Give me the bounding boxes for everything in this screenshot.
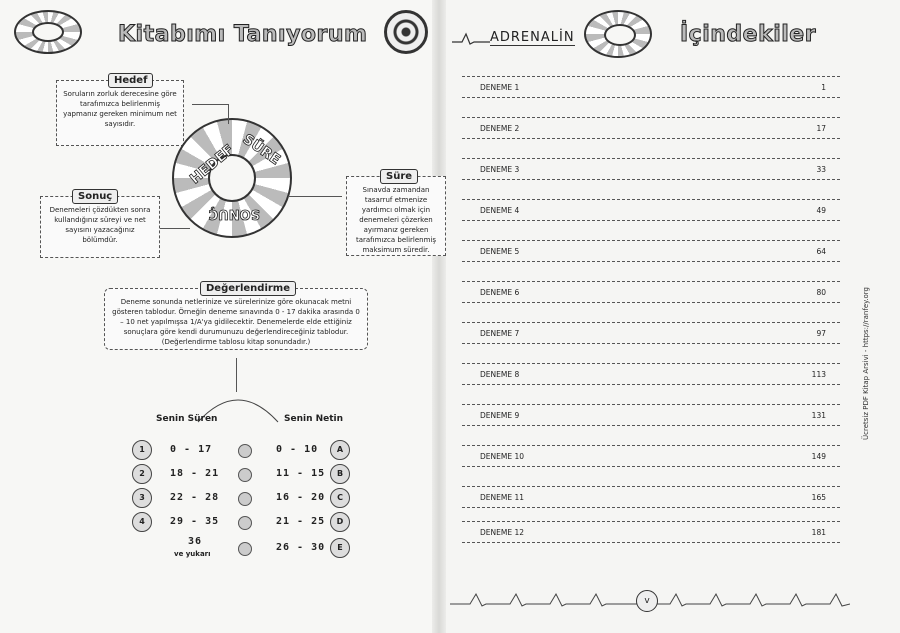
table-cell-sure: 18 - 21 [170,468,220,479]
table-cell-sure: 22 - 28 [170,492,220,503]
table-header-sure: Senin Süren [156,414,218,424]
toc-row[interactable] [462,76,840,98]
row-link-icon [238,444,252,458]
table-cell-sure: 29 - 35 [170,516,220,527]
toc-row[interactable] [462,486,840,508]
toc-label: DENEME 9 [480,411,520,420]
degerlendirme-box [104,288,368,350]
toc-row[interactable] [462,404,840,426]
toc-row[interactable] [462,117,840,139]
toc-page: 1 [821,83,826,92]
row-letter-badge: A [330,440,350,460]
row-link-icon [238,468,252,482]
table-cell-net: 26 - 30 [276,542,326,553]
hedef-sure-sonuc-seal-small-icon [14,10,82,54]
toc-label: DENEME 2 [480,124,520,133]
degerlendirme-label: Değerlendirme [200,281,296,296]
table-cell-net: 21 - 25 [276,516,326,527]
table-cell-sure: 0 - 17 [170,444,213,455]
row-number-badge: 1 [132,440,152,460]
page-title-right: İçindekiler [680,22,817,47]
sure-description: Sınavda zamandan tasarruf etmenize yardımcı olmak için denemeleri çözerken ayırmanız gereken tarafımızca belirlenmiş maksimum süredir. [355,186,437,254]
table-cell-net: 11 - 15 [276,468,326,479]
toc-page: 33 [816,165,826,174]
toc-page: 49 [816,206,826,215]
degerlendirme-description: Deneme sonunda netlerinize ve sürelerinize göre okunacak metni gösteren tablodur. Örneğin deneme sınavında 0 - 17 dakika arasında 0 – 10 net yapılmışsa 1/A'ya gidilecektir. Denemelerde elde ettiğiniz sonuçlara göre kendi durumunuzu değerlendireceğiniz tablodur. (Değerlendirme tablosu kitap sonundadır.) [112,298,360,346]
arrow-to-hedef [192,104,228,105]
toc-label: DENEME 4 [480,206,520,215]
seal-words [172,118,288,234]
toc-page: 131 [811,411,826,420]
sonuc-label: Sonuç [72,189,118,204]
toc-label: DENEME 10 [480,452,525,461]
row-link-icon [238,492,252,506]
heartbeat-icon [452,30,490,46]
toc-row[interactable] [462,158,840,180]
toc-page: 80 [816,288,826,297]
row-number-badge: 2 [132,464,152,484]
brand-name: ADRENALİN [490,30,575,45]
toc-label: DENEME 8 [480,370,520,379]
hedef-description: Soruların zorluk derecesine göre tarafımızca belirlenmiş yapmanız gereken minimum net sayısıdır. [63,90,177,128]
toc-label: DENEME 1 [480,83,520,92]
toc-label: DENEME 3 [480,165,520,174]
table-cell-sure: 36 [188,536,203,547]
page-title-left: Kitabımı Tanıyorum [118,22,368,47]
toc-row[interactable] [462,322,840,344]
table-cell-net: 0 - 10 [276,444,319,455]
sure-box [346,176,446,256]
row-letter-badge: C [330,488,350,508]
toc-page: 17 [816,124,826,133]
toc-row[interactable] [462,281,840,303]
row-link-icon [238,542,252,556]
target-logo-icon [384,10,428,54]
toc-page: 64 [816,247,826,256]
hedef-box [56,80,184,146]
hedef-sure-sonuc-seal-small-icon [584,10,652,58]
page-gutter [432,0,446,633]
toc-page: 181 [811,528,826,537]
toc-label: DENEME 11 [480,493,525,502]
toc-label: DENEME 5 [480,247,520,256]
row-number-badge: 4 [132,512,152,532]
hedef-label: Hedef [108,73,153,88]
arrow-to-sure [288,196,342,197]
seal-word-sonuc: SONUÇ [208,206,260,221]
arrow-to-hedef-v [228,104,229,124]
toc-row[interactable] [462,445,840,467]
side-watermark-text: Ücretsiz PDF Kitap Arsivi - https://ranfey.org [862,287,870,440]
sonuc-description: Denemeleri çözdükten sonra kullandığınız süreyi ve net sayısını yazacağınız bölümdür. [49,206,151,244]
toc-row[interactable] [462,240,840,262]
toc-label: DENEME 7 [480,329,520,338]
table-cell-sure-suffix: ve yukarı [174,550,211,558]
toc-page: 165 [811,493,826,502]
row-letter-badge: E [330,538,350,558]
toc-row[interactable] [462,363,840,385]
row-letter-badge: D [330,512,350,532]
page-number-badge: v [636,590,658,612]
table-header-net: Senin Netin [284,414,344,424]
arrow-to-sonuc [160,228,190,229]
seal-word-sure: SÜRE [239,131,283,169]
table-cell-net: 16 - 20 [276,492,326,503]
toc-page: 113 [811,370,826,379]
toc-row[interactable] [462,521,840,543]
toc-label: DENEME 12 [480,528,525,537]
row-number-badge: 3 [132,488,152,508]
seal-word-hedef: HEDEF [187,141,238,188]
toc-label: DENEME 6 [480,288,520,297]
toc-row[interactable] [462,199,840,221]
sure-label: Süre [380,169,418,184]
toc-page: 149 [811,452,826,461]
sonuc-box [40,196,160,258]
toc-page: 97 [816,329,826,338]
row-letter-badge: B [330,464,350,484]
row-link-icon [238,516,252,530]
